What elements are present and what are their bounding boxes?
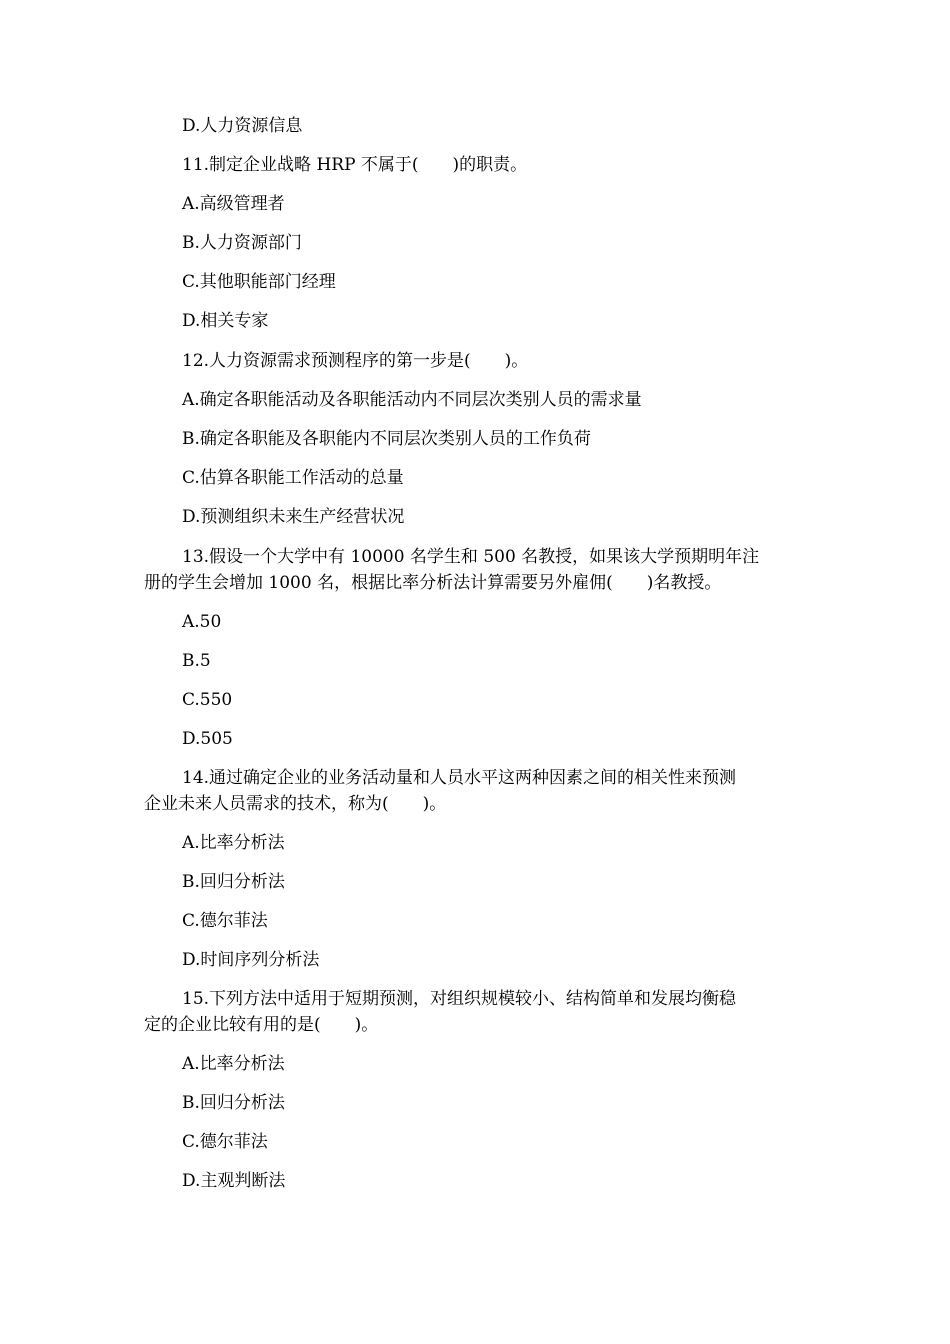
question-13-line-1: 13.假设一个大学中有 10000 名学生和 500 名教授，如果该大学预期明年注	[182, 547, 760, 567]
option-d-q11: D.相关专家	[182, 311, 269, 331]
option-b-q12: B.确定各职能及各职能内不同层次类别人员的工作负荷	[182, 429, 591, 449]
question-12: 12.人力资源需求预测程序的第一步是( )。	[182, 351, 529, 371]
option-b-q13: B.5	[182, 651, 211, 671]
option-b-q14: B.回归分析法	[182, 872, 285, 892]
option-c-q13: C.550	[182, 690, 233, 710]
option-d-q12: D.预测组织未来生产经营状况	[182, 507, 405, 527]
option-a-q14: A.比率分析法	[182, 833, 285, 853]
option-c-q14: C.德尔菲法	[182, 911, 268, 931]
question-14-line-1: 14.通过确定企业的业务活动量和人员水平这两种因素之间的相关性来预测	[182, 768, 737, 788]
option-c-q11: C.其他职能部门经理	[182, 272, 336, 292]
question-15-line-2: 定的企业比较有用的是( )。	[144, 1015, 379, 1035]
option-c-q15: C.德尔菲法	[182, 1132, 268, 1152]
option-d-q13: D.505	[182, 729, 233, 749]
option-d-q14: D.时间序列分析法	[182, 950, 320, 970]
option-a-q13: A.50	[182, 612, 222, 632]
option-a-q12: A.确定各职能活动及各职能活动内不同层次类别人员的需求量	[182, 390, 642, 410]
option-b-q15: B.回归分析法	[182, 1093, 285, 1113]
option-b-q11: B.人力资源部门	[182, 233, 302, 253]
question-13-line-2: 册的学生会增加 1000 名，根据比率分析法计算需要另外雇佣( )名教授。	[144, 573, 722, 593]
option-c-q12: C.估算各职能工作活动的总量	[182, 468, 404, 488]
option-d-q15: D.主观判断法	[182, 1171, 286, 1191]
question-11: 11.制定企业战略 HRP 不属于( )的职责。	[182, 155, 528, 175]
option-a-q15: A.比率分析法	[182, 1054, 285, 1074]
question-15-line-1: 15.下列方法中适用于短期预测，对组织规模较小、结构简单和发展均衡稳	[182, 989, 737, 1009]
question-14-line-2: 企业未来人员需求的技术，称为( )。	[144, 794, 447, 814]
option-a-q11: A.高级管理者	[182, 194, 285, 214]
option-d-q10: D.人力资源信息	[182, 116, 303, 136]
